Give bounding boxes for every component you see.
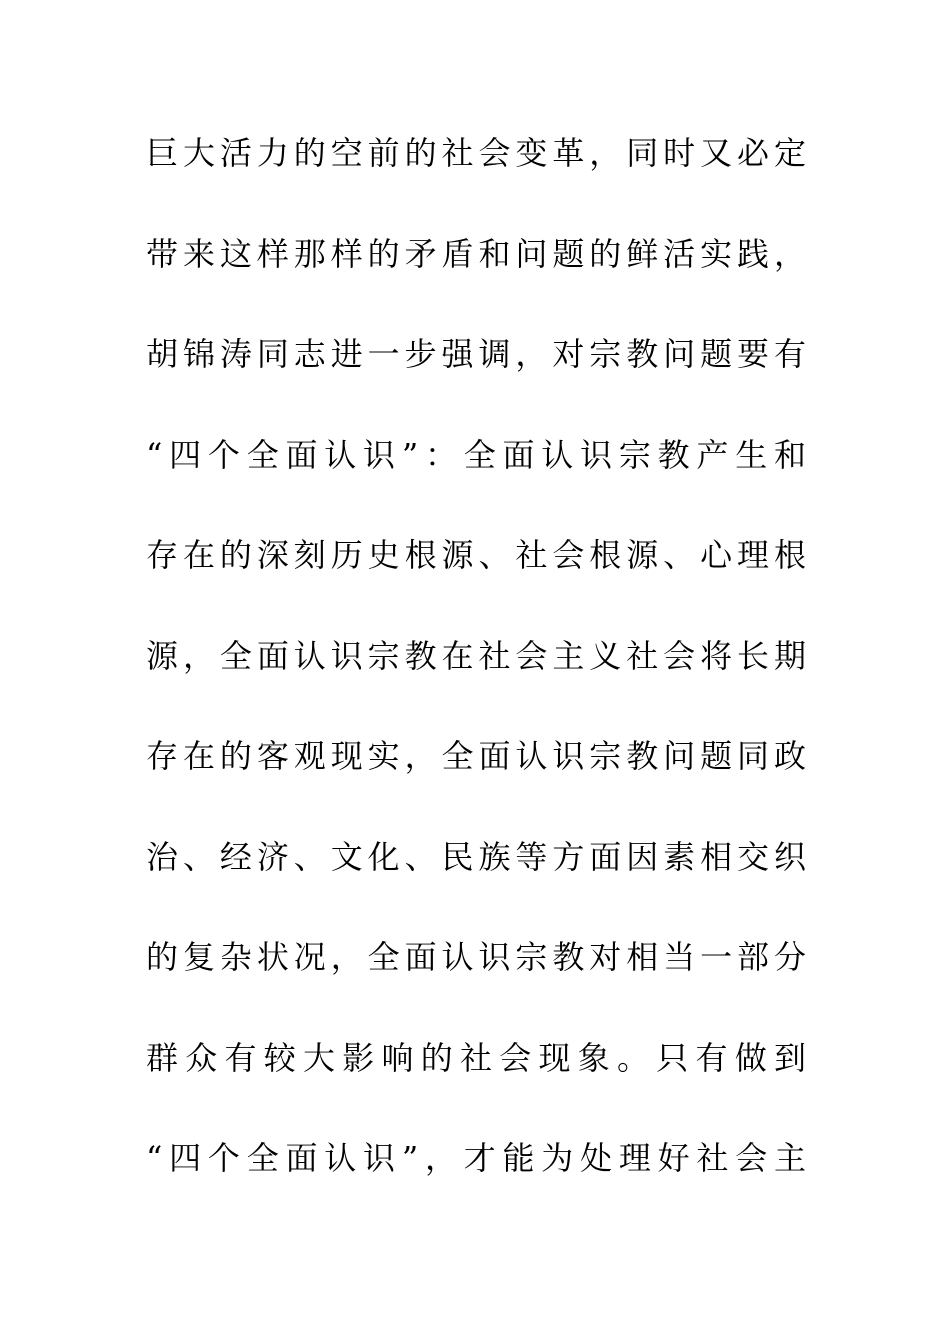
text-line: 存在的客观现实，全面认识宗教问题同政 bbox=[146, 737, 806, 775]
text-line: 群众有较大影响的社会现象。只有做到 bbox=[146, 1038, 806, 1077]
text-line: 胡锦涛同志进一步强调，对宗教问题要有 bbox=[146, 335, 806, 373]
body-text bbox=[146, 126, 806, 1232]
text-line: 治、经济、文化、民族等方面因素相交织 bbox=[146, 837, 806, 876]
text-line: 源，全面认识宗教在社会主义社会将长期 bbox=[146, 636, 806, 675]
text-line: “四个全面认识”：全面认识宗教产生和 bbox=[146, 435, 806, 474]
text-line: 存在的深刻历史根源、社会根源、心理根 bbox=[146, 536, 806, 574]
text-line: 巨大活力的空前的社会变革，同时又必定 bbox=[146, 134, 806, 172]
text-line: 带来这样那样的矛盾和问题的鲜活实践， bbox=[146, 234, 806, 273]
text-line: 的复杂状况，全面认识宗教对相当一部分 bbox=[146, 938, 806, 976]
text-line: “四个全面认识”，才能为处理好社会主 bbox=[146, 1139, 806, 1177]
